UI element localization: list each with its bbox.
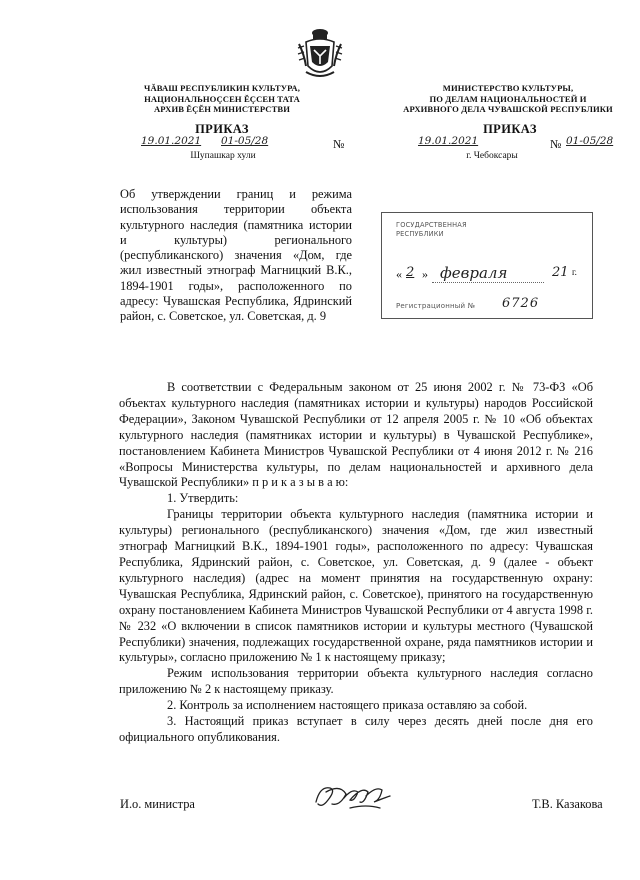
body-paragraph: 1. Утвердить: [167,491,239,506]
left-header-line: ЧĂВАШ РЕСПУБЛИКИН КУЛЬТУРА, [144,83,300,93]
stamp-reg-number-handwritten: 6726 [502,296,540,311]
left-number-handwritten: 01-05/28 [221,135,269,147]
stamp-year-suffix: г. [572,267,577,277]
stamp-reg-row [396,296,586,315]
left-header-line: НАЦИОНАЛЬНОÇСЕН ĔÇСЕН ТАТА [144,93,300,104]
right-order-title: ПРИКАЗ [483,122,537,136]
right-number-sign: № [550,137,562,151]
body-paragraph: 2. Контроль за исполнением настоящего приказа оставляю за собой. [167,698,528,713]
order-subject: Об утверждении границ и режима использования территории объекта культурного наследия (памятника истории и культуры) регионального (республиканского) значения «Дом, где жил известный этнограф Магницкий В.К., 1894-1901 годы», расположенного по адресу: Чувашская Республика, Ядринский район, с. Советское, ул. Советская, д. 9 [120,187,352,324]
right-header-line: МИНИСТЕРСТВО КУЛЬТУРЫ, [442,83,574,93]
right-date-handwritten: 19.01.2021 [418,135,479,147]
right-place: г. Чебоксары [466,151,518,161]
left-date-handwritten: 19.01.2021 [141,135,202,147]
right-header-line: АРХИВНОГО ДЕЛА ЧУВАШСКОЙ РЕСПУБЛИКИ [403,104,613,115]
left-place: Шупашкар хули [190,151,256,161]
chuvash-coat-of-arms-icon [296,26,344,82]
left-header [117,83,327,115]
stamp-line: РЕСПУБЛИКИ [396,230,444,238]
body-paragraph: Режим использования территории объекта культурного наследия согласно приложению № 2 к настоящему приказу. [119,666,593,697]
signature-position: И.о. министра [120,797,195,811]
body-paragraph: Границы территории объекта культурного наследия (памятника истории и культуры) регионального (республиканского) значения «Дом, где жил известный этнограф Магницкий В.К., 1894-1901 годы», расположенного по адресу: Чувашская Республика, Ядринский район, с. Советское, ул. Советская, д. 9 (далее - объект культурного наследия) (адрес на момент принятия на государственную охрану: Чувашская Республика, Ядринский район, с. Советское), принятого на государственную охрану постановлением Кабинета Министров Чувашской Республики от 4 августа 1998 г. № 232 «О включении в список памятников истории и культуры местного (Чувашской Республики) значения, подлежащих государственной охране, ряда памятников истории и культуры», согласно приложению № 1 к настоящему приказу; [119,507,593,665]
signatory-name: Т.В. Казакова [532,797,603,811]
stamp-quote-close: » [422,267,428,281]
left-order-title: ПРИКАЗ [195,122,249,136]
right-header-line: ПО ДЕЛАМ НАЦИОНАЛЬНОСТЕЙ И [429,93,587,104]
stamp-quote-open: « [396,267,402,281]
order-body [119,380,593,746]
stamp-day-handwritten: 2 [406,265,415,280]
registration-stamp [381,212,593,319]
right-number-handwritten: 01-05/28 [566,135,614,147]
handwritten-signature [310,778,394,818]
body-paragraph: В соответствии с Федеральным законом от 25 июня 2002 г. № 73-ФЗ «Об объектах культурного наследия (памятниках истории и культуры) народов Российской Федерации», Законом Чувашской Республики от 12 апреля 2005 г. № 10 «Об объектах культурного наследия (памятниках истории и культуры) в Чувашской Республике», постановлением Кабинета Министров Чувашской Республики от 4 июня 2012 г. № 216 «Вопросы Министерства культуры, по делам национальностей и архивного дела Чувашской Республики» п р и к а з ы в а ю: [119,380,593,490]
right-header [396,83,620,115]
stamp-year-handwritten: 21 [552,265,569,280]
stamp-month-handwritten: февраля [440,264,508,282]
body-paragraph: 3. Настоящий приказ вступает в силу через десять дней после дня его официального опубликования. [119,714,593,744]
left-number-sign: № [333,137,345,151]
stamp-line: ГОСУДАРСТВЕННАЯ [396,221,467,229]
stamp-date-row [396,264,586,285]
stamp-reg-label: Регистрационный № [396,302,476,310]
left-header-line: АРХИВ ĔÇĔН МИНИСТЕРСТВИ [153,104,291,115]
